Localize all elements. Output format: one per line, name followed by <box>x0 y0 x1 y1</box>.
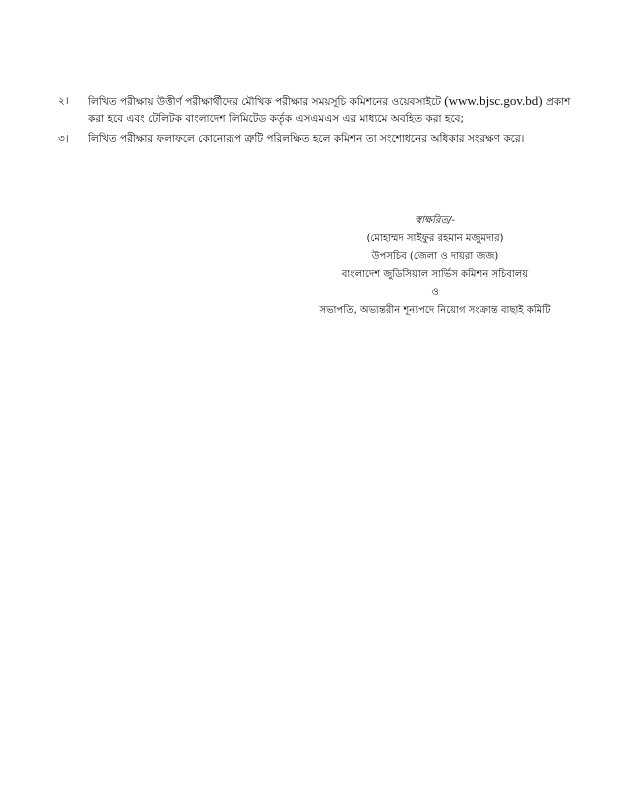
signed-mark: স্বাক্ষরিত/- <box>415 215 455 226</box>
signature-block <box>300 212 570 320</box>
signatory-name: (মোহাম্মদ সাইফুর রহমান মজুমদার) <box>366 233 504 244</box>
signature-conjunction: ও <box>431 287 439 298</box>
signatory-role: সভাপতি, অভ্যন্তরীন শূন্যপদে নিয়োগ সংক্রান্ত বাছাই কমিটি <box>319 305 551 316</box>
signatory-office: বাংলাদেশ জুডিসিয়াল সার্ভিস কমিশন সচিবালয় <box>341 269 529 280</box>
item-text-line-1: লিখিত পরীক্ষার ফলাফলে কোনোরূপ ত্রুটি পরিলক্ষিত হলে কমিশন তা সংশোধনের অধিকার সংরক্ষণ করে। <box>88 133 525 145</box>
item-number: ২। <box>58 95 69 107</box>
item-text-line-2: করা হবে এবং টেলিটক বাংলাদেশ লিমিটেড কর্তৃক এসএমএস এর মাধ্যমে অবহিত করা হবে; <box>88 113 465 125</box>
signatory-designation: উপসচিব (জেলা ও দায়রা জজ) <box>371 251 499 262</box>
website-url: (www.bjsc.gov.bd) <box>444 93 543 108</box>
item-number: ৩। <box>58 133 69 145</box>
item-text-before-url: লিখিত পরীক্ষায় উত্তীর্ণ পরীক্ষার্থীদের মৌখিক পরীক্ষার সময়সূচি কমিশনের ওয়েবসাইটে <box>88 96 441 108</box>
item-text-after-url: প্রকাশ <box>545 96 571 108</box>
item-text-line-1 <box>88 92 588 111</box>
